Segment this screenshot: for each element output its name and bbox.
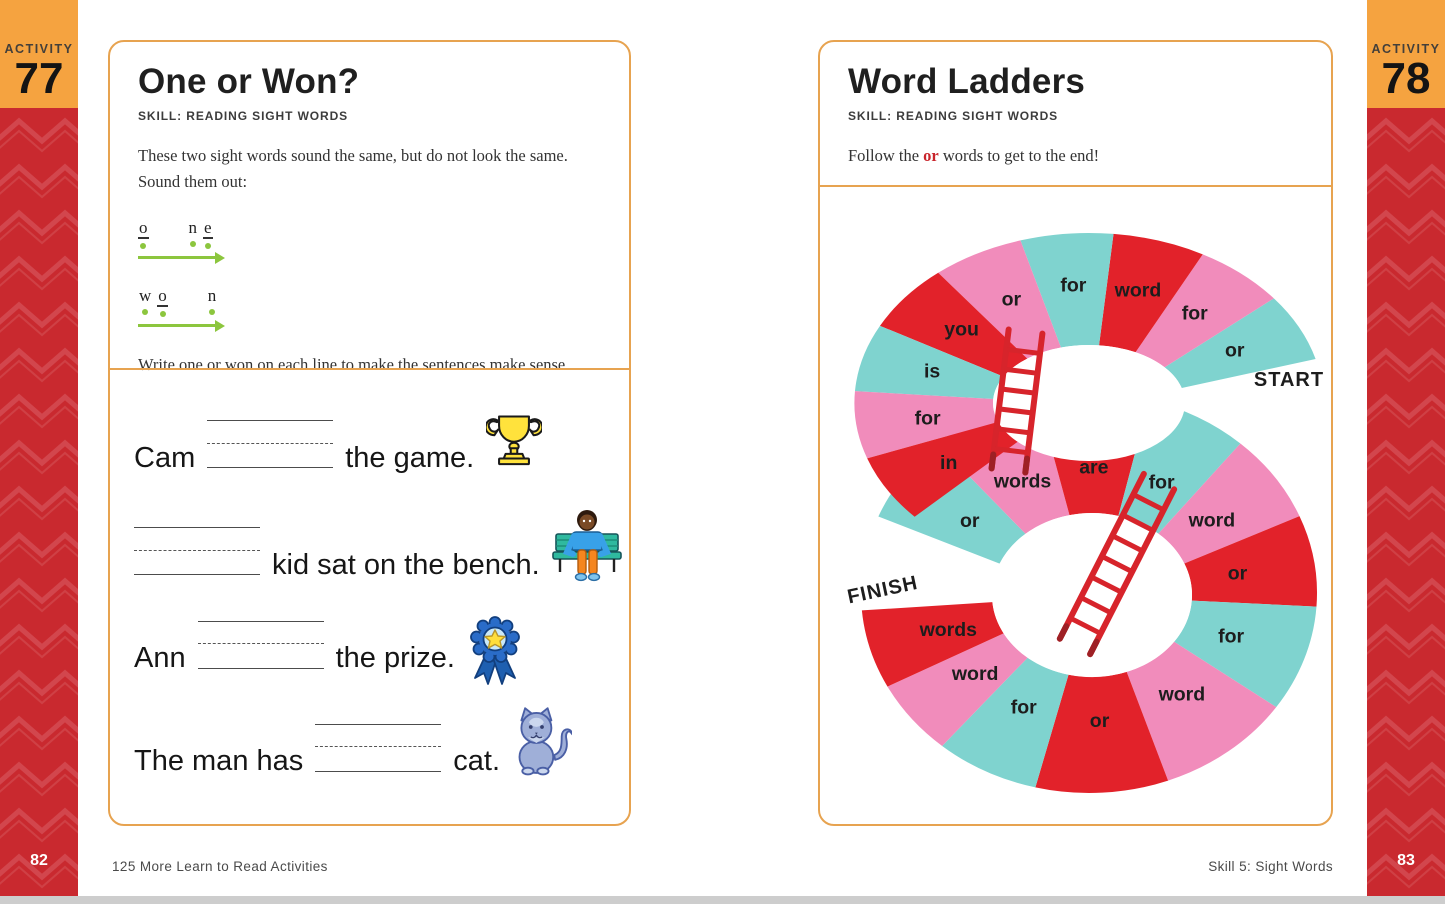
- letter-group: [207, 287, 223, 315]
- page-number: 82: [30, 852, 48, 869]
- sentence-row: [134, 506, 607, 580]
- letter-glyph: e: [204, 218, 212, 237]
- sentence-row: [134, 707, 607, 777]
- board-word: word: [1188, 509, 1236, 532]
- activity-number: 77: [14, 54, 64, 103]
- sentence-text: the game.: [345, 441, 475, 474]
- page-bottom-edge: [0, 896, 1445, 904]
- sound-out-row: [138, 287, 601, 327]
- board-word: or: [959, 509, 980, 532]
- intro-line-1: These two sight words sound the same, but do not look the same.: [138, 146, 568, 165]
- board-word: words: [919, 619, 978, 642]
- sentence-text: Ann: [134, 642, 186, 675]
- blend-arrow-icon: [138, 256, 216, 259]
- board-word: for: [914, 407, 941, 430]
- sound-dot-icon: [160, 311, 166, 317]
- sentence-text: kid sat on the bench.: [272, 548, 540, 581]
- start-label: START: [1253, 369, 1325, 391]
- writing-blank: [134, 527, 260, 575]
- section-divider: [820, 185, 1331, 187]
- sentence-text: the prize.: [335, 642, 455, 675]
- blend-arrow-icon: [138, 324, 216, 327]
- chevron-pattern: [1367, 108, 1445, 896]
- page-title: One or Won?: [138, 62, 360, 101]
- letter-group: [138, 219, 154, 249]
- board-word: word: [951, 662, 999, 685]
- activity-page-one-or-won: [108, 40, 631, 826]
- sound-letter: [138, 219, 149, 249]
- sentence-text: cat.: [453, 745, 501, 778]
- sentence-text: The man has: [134, 745, 304, 778]
- sound-out-row: [138, 219, 601, 259]
- skill-line: SKILL: READING SIGHT WORDS: [138, 109, 349, 123]
- sound-letter: [157, 287, 168, 317]
- writing-blank: [207, 420, 333, 468]
- letter-group: [138, 287, 173, 317]
- sentence-text: Cam: [134, 441, 196, 474]
- right-page-edge: [1367, 0, 1445, 896]
- writing-blank: [198, 621, 324, 669]
- sentence-row: [134, 409, 607, 473]
- write-instruction: Write one or won on each line to make the sentences make sense.: [138, 355, 570, 374]
- sound-dot-icon: [140, 243, 146, 249]
- skill-section-footer: Skill 5: Sight Words: [1208, 859, 1333, 874]
- award-ribbon-icon: [467, 614, 523, 694]
- board-word: for: [1010, 696, 1037, 719]
- sound-dot-icon: [142, 309, 148, 315]
- board-word: for: [1218, 625, 1245, 648]
- fill-in-sentences: [110, 370, 629, 820]
- board-word: for: [1181, 302, 1208, 325]
- sound-letter: [203, 219, 213, 249]
- board-word: or: [1224, 339, 1245, 362]
- letter-glyph: o: [158, 286, 167, 305]
- activity-badge: [0, 0, 78, 108]
- chevron-pattern: [0, 108, 78, 896]
- activity-label: ACTIVITY: [4, 42, 74, 56]
- board-word: for: [1148, 471, 1175, 494]
- board-word: for: [1060, 274, 1087, 297]
- page-number: 83: [1397, 852, 1415, 869]
- sound-dot-icon: [209, 309, 215, 315]
- board-inner-hole: [993, 345, 1185, 461]
- sound-dot-icon: [205, 243, 211, 249]
- skill-line: SKILL: READING SIGHT WORDS: [848, 109, 1059, 123]
- board-word: in: [940, 451, 958, 474]
- intro-line-2: Sound them out:: [138, 172, 248, 191]
- board-word: or: [1001, 288, 1022, 311]
- left-page-edge: [0, 0, 78, 896]
- board-word: or: [1089, 709, 1110, 732]
- board-word: word: [1114, 279, 1162, 302]
- instruction-prefix: Follow the: [848, 146, 924, 165]
- sound-out-diagrams: [138, 219, 601, 327]
- board-word: or: [1227, 562, 1248, 585]
- game-board: [817, 228, 1337, 828]
- sound-letter: [138, 287, 152, 317]
- letter-glyph: o: [139, 218, 148, 237]
- sound-letter: [188, 219, 199, 249]
- letter-glyph: n: [188, 218, 197, 237]
- board-instruction: [848, 143, 1303, 169]
- letter-group: [188, 219, 218, 249]
- cat-icon: [512, 707, 572, 785]
- letter-glyph: w: [139, 286, 152, 305]
- activity-page-word-ladders: [818, 40, 1333, 826]
- letter-glyph: n: [207, 286, 217, 305]
- activity-label: ACTIVITY: [1371, 42, 1441, 56]
- sentence-row: [134, 614, 607, 674]
- finish-label: FINISH: [845, 571, 921, 609]
- page-title: Word Ladders: [848, 62, 1086, 101]
- activity-number: 78: [1381, 54, 1431, 103]
- instruction-suffix: words to get to the end!: [938, 146, 1100, 165]
- board-word: is: [923, 360, 941, 383]
- board-word: are: [1079, 456, 1109, 479]
- writing-blank: [315, 724, 441, 772]
- board-word: word: [1158, 683, 1206, 706]
- intro-text: [138, 143, 601, 195]
- trophy-icon: [486, 409, 542, 475]
- instruction-highlight: or: [923, 146, 939, 165]
- activity-badge: [1367, 0, 1445, 108]
- board-word: you: [944, 318, 979, 341]
- board-word: words: [993, 470, 1052, 493]
- kid-on-bench-icon: [552, 506, 622, 594]
- sound-dot-icon: [190, 241, 196, 247]
- sound-letter: [207, 287, 218, 315]
- book-title-footer: 125 More Learn to Read Activities: [112, 859, 328, 874]
